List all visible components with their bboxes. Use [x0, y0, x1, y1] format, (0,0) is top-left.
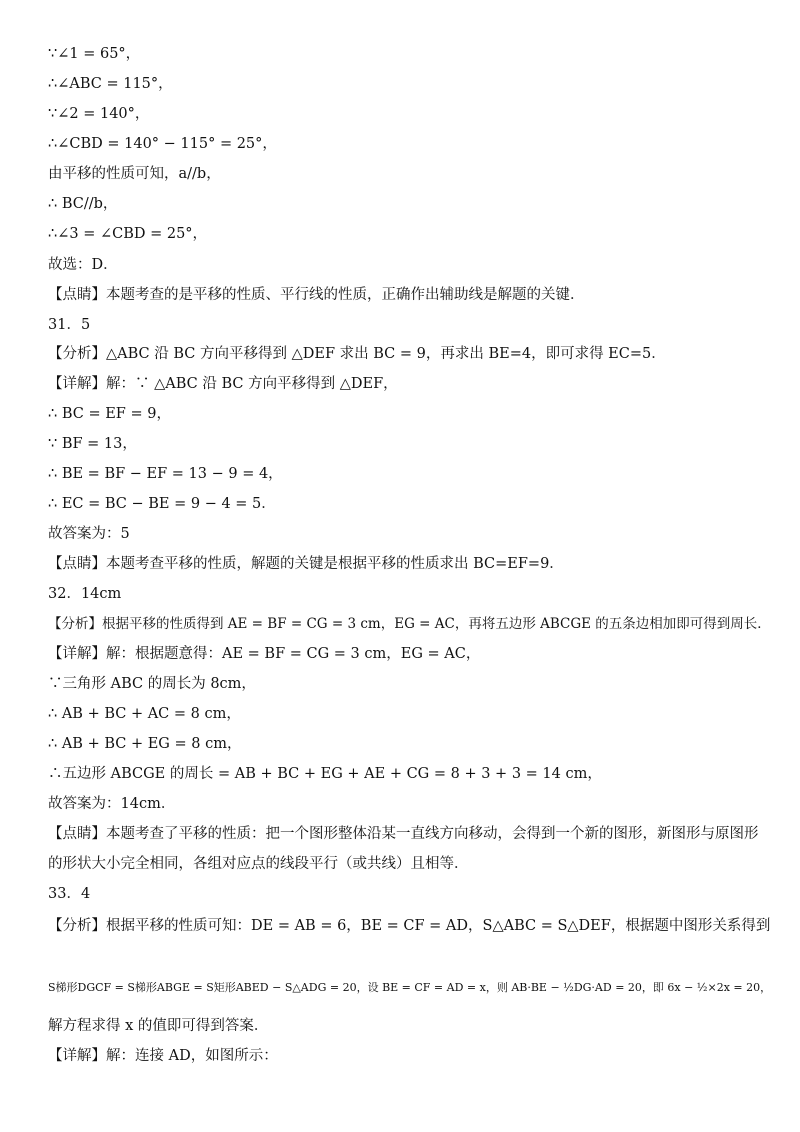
line-text: ∴ BC//b， — [48, 196, 118, 212]
text-line — [48, 978, 770, 998]
text-line — [48, 1016, 770, 1036]
line-text: 【点睛】本题考查的是平移的性质、平行线的性质，正确作出辅助线是解题的关键． — [48, 287, 585, 303]
line-text: ∵∠2 = 140°， — [48, 106, 150, 122]
text-line — [48, 1046, 770, 1066]
line-text: 31．5 — [48, 317, 91, 333]
line-text: ∵三角形 ABC 的周长为 8cm， — [48, 676, 256, 692]
line-text: ∴∠CBD = 140° − 115° = 25°， — [48, 136, 277, 152]
text-line — [48, 104, 770, 124]
text-line — [48, 494, 770, 514]
text-line — [48, 916, 770, 936]
line-text: 33．4 — [48, 886, 91, 902]
text-line — [48, 194, 770, 214]
text-line — [48, 44, 770, 64]
line-text: 【分析】根据平移的性质得到 AE = BF = CG = 3 cm，EG = AC，再将五边形 ABCGE 的五条边相加即可得到周长． — [48, 616, 771, 632]
line-text: ∴∠3 = ∠CBD = 25°， — [48, 226, 208, 242]
line-text: 解方程求得 x 的值即可得到答案． — [48, 1018, 269, 1034]
line-text: 故答案为：14cm． — [48, 796, 176, 812]
line-text: ∴ AB + BC + EG = 8 cm， — [48, 736, 242, 752]
line-text: 【分析】根据平移的性质可知：DE = AB = 6，BE = CF = AD，S△ABC = S△DEF，根据题中图形关系得到 — [48, 918, 771, 934]
text-line — [48, 614, 770, 634]
line-text: ∵ BF = 13， — [48, 436, 137, 452]
line-text: ∴∠ABC = 115°， — [48, 76, 173, 92]
line-text: 【详解】解：∵ △ABC 沿 BC 方向平移得到 △DEF， — [48, 376, 398, 392]
text-line — [48, 824, 770, 844]
text-line — [48, 704, 770, 724]
text-line — [48, 734, 770, 754]
text-line — [48, 285, 770, 305]
text-line — [48, 644, 770, 664]
question-number — [48, 884, 770, 904]
text-line — [48, 764, 770, 784]
question-number — [48, 315, 770, 335]
text-line — [48, 224, 770, 244]
line-text: ∴ BE = BF − EF = 13 − 9 = 4， — [48, 466, 283, 482]
line-text: S梯形DGCF = S梯形ABGE = S矩形ABED − S△ADG = 20，设 BE = CF = AD = x，则 AB·BE − ½DG·AD = 20，即 6x − ½×2x = 20， — [48, 981, 772, 994]
text-line — [48, 524, 770, 544]
text-line — [48, 794, 770, 814]
line-text: 【点睛】本题考查平移的性质，解题的关键是根据平移的性质求出 BC=EF=9． — [48, 556, 564, 572]
text-line — [48, 464, 770, 484]
line-text: 故答案为：5 — [48, 526, 130, 542]
line-text: 由平移的性质可知，a//b， — [48, 166, 221, 182]
line-text: 【分析】△ABC 沿 BC 方向平移得到 △DEF 求出 BC = 9，再求出 BE=4，即可求得 EC=5． — [48, 346, 666, 362]
line-text: 故选：D． — [48, 257, 118, 273]
line-text: ∴ BC = EF = 9， — [48, 406, 171, 422]
text-line — [48, 255, 770, 275]
line-text: 的形状大小完全相同，各组对应点的线段平行（或共线）且相等． — [48, 856, 469, 872]
text-line — [48, 374, 770, 394]
question-number — [48, 584, 770, 604]
text-line — [48, 674, 770, 694]
text-line — [48, 854, 770, 874]
line-text: 【详解】解：根据题意得：AE = BF = CG = 3 cm，EG = AC， — [48, 646, 481, 662]
line-text: ∴ AB + BC + AC = 8 cm， — [48, 706, 241, 722]
line-text: 【详解】解：连接 AD，如图所示： — [48, 1048, 278, 1064]
line-text: ∴五边形 ABCGE 的周长 = AB + BC + EG + AE + CG = 8 + 3 + 3 = 14 cm， — [48, 766, 602, 782]
text-line — [48, 404, 770, 424]
line-text: ∵∠1 = 65°， — [48, 46, 141, 62]
line-text: 【点睛】本题考查了平移的性质：把一个图形整体沿某一直线方向移动，会得到一个新的图形，新图形与原图形 — [48, 826, 759, 842]
text-line — [48, 344, 770, 364]
text-line — [48, 164, 770, 184]
text-line — [48, 554, 770, 574]
text-line — [48, 134, 770, 154]
line-text: ∴ EC = BC − BE = 9 − 4 = 5． — [48, 496, 276, 512]
text-line — [48, 434, 770, 454]
text-line — [48, 74, 770, 94]
line-text: 32．14cm — [48, 586, 122, 602]
